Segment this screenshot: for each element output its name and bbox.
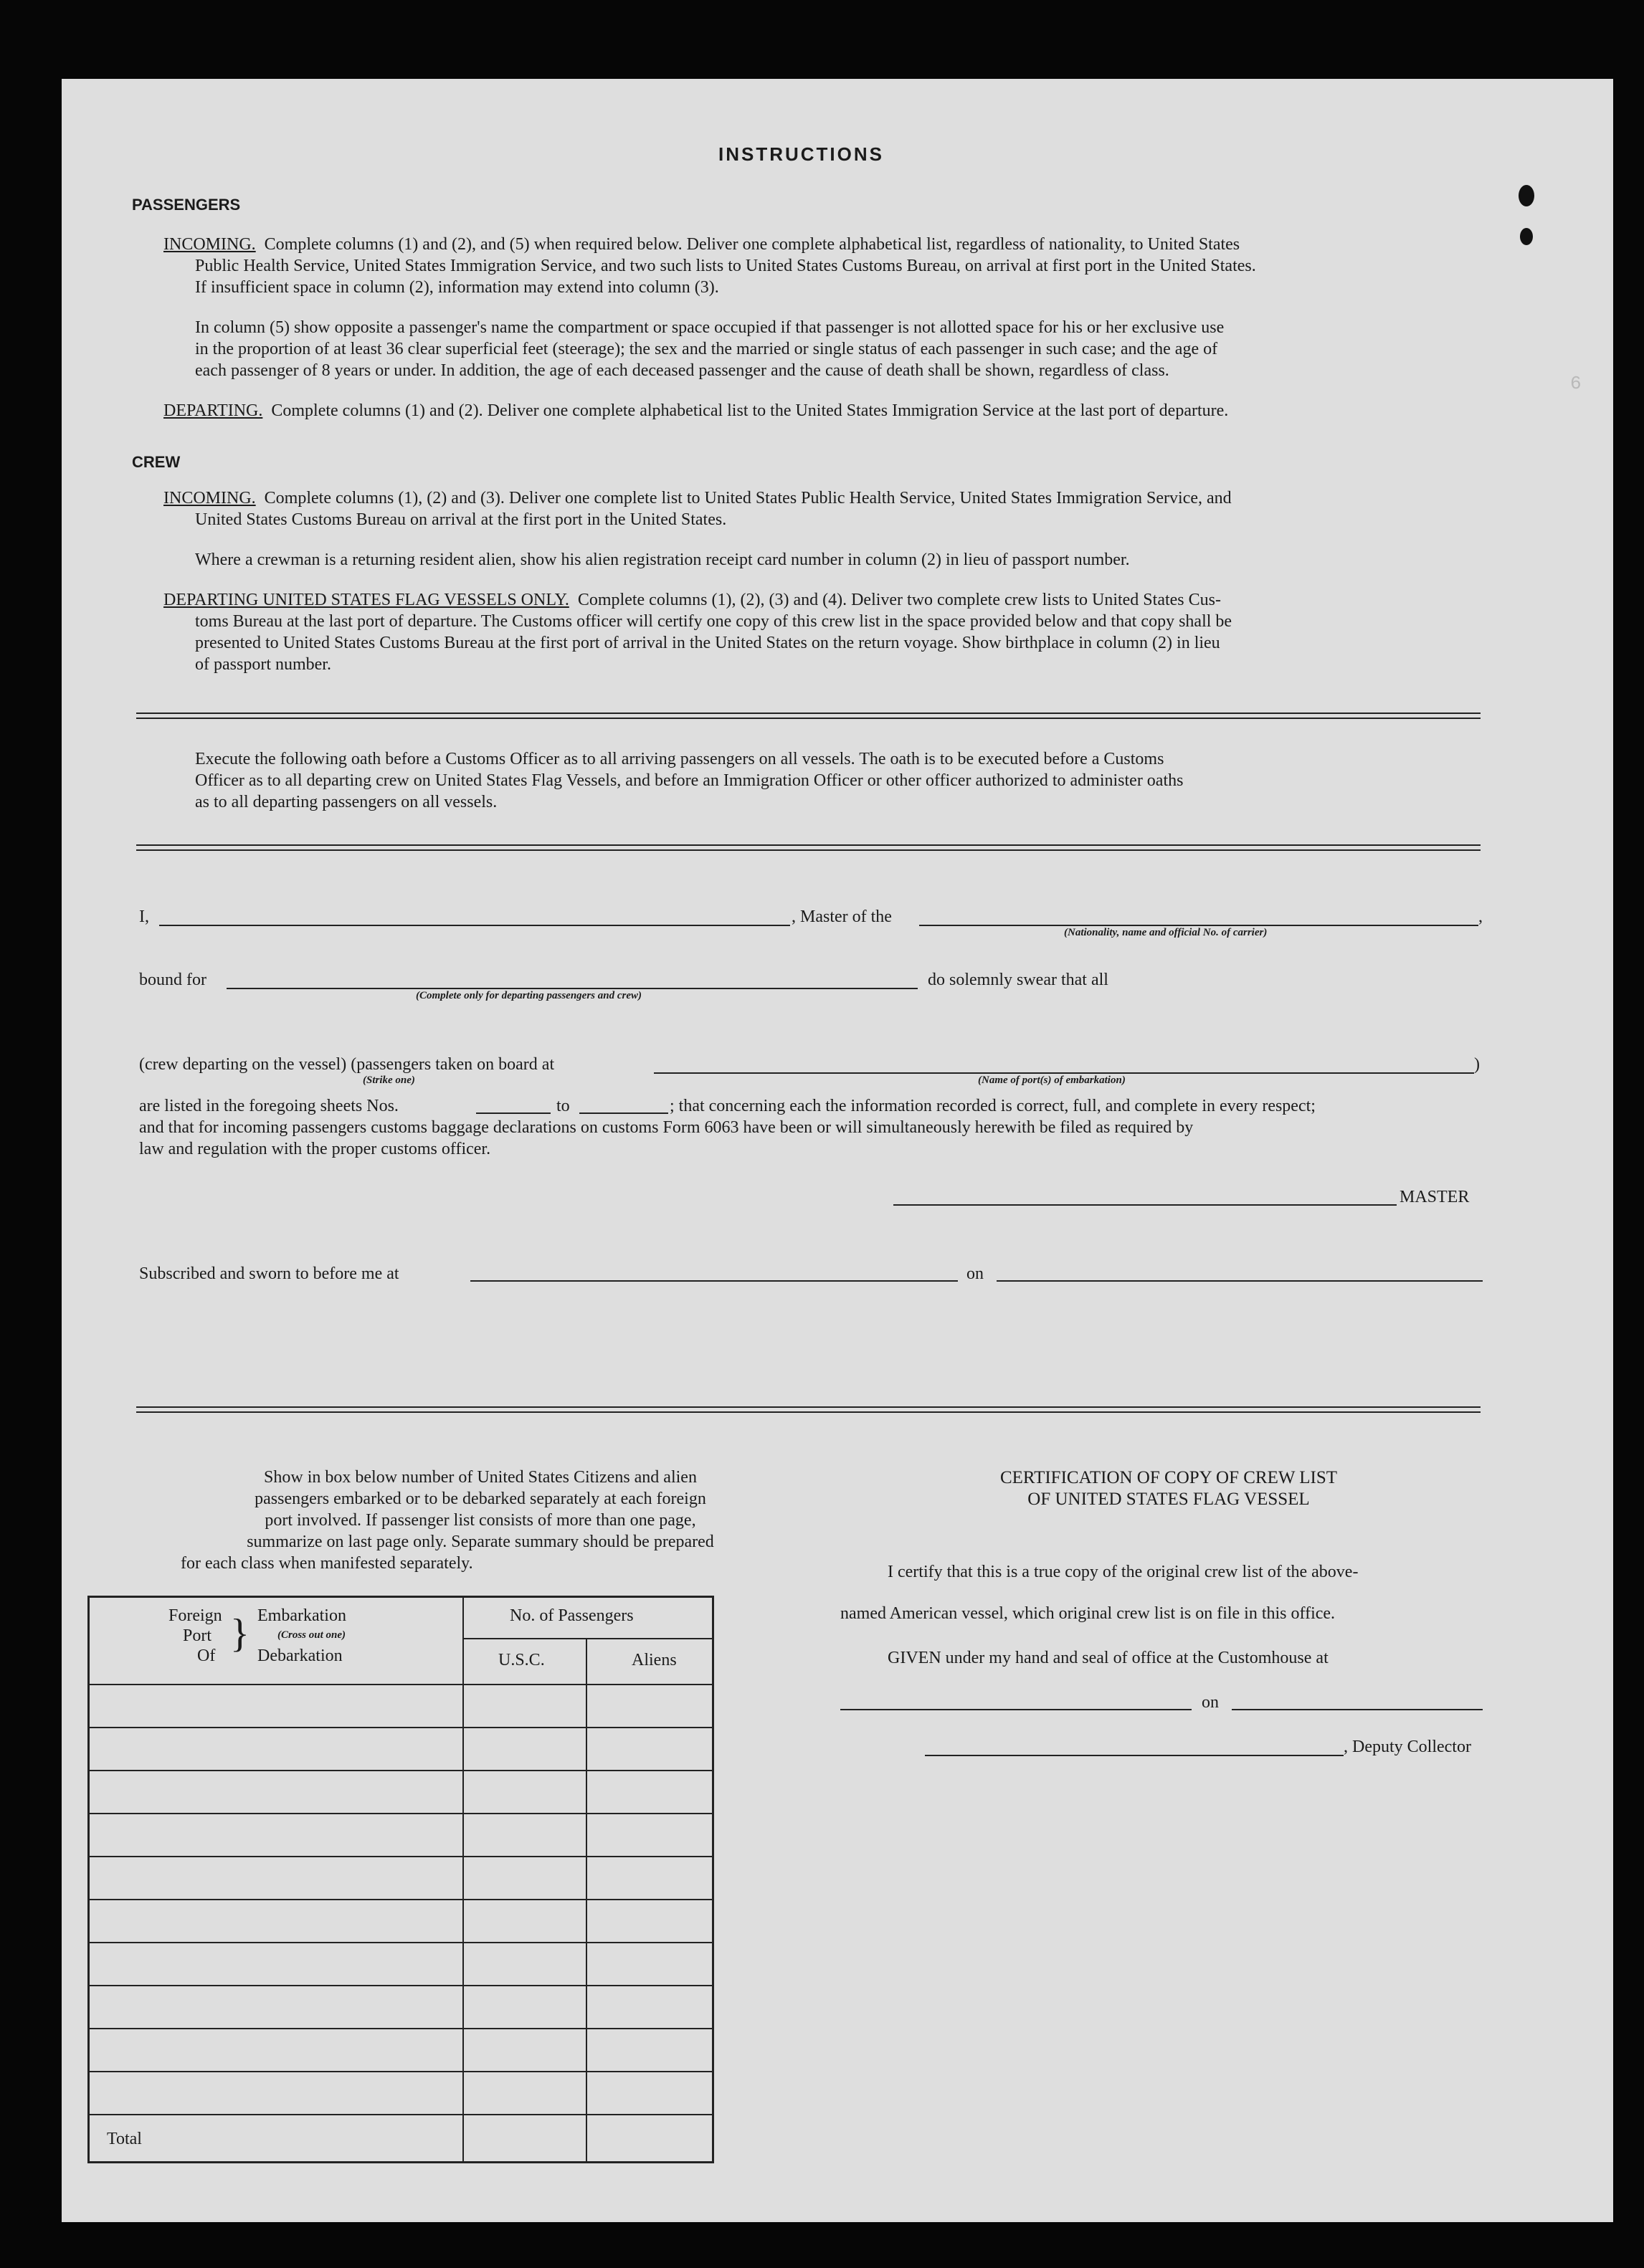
deputy-collector-label: , Deputy Collector: [1344, 1738, 1471, 1756]
sheet-from-field[interactable]: [476, 1112, 551, 1114]
text-line: and that for incoming passengers customs baggage declarations on customs Form 6063 have been or will simultaneously herewith be filed as required by: [139, 1118, 1194, 1137]
certification-title: CERTIFICATION OF COPY OF CREW LIST: [999, 1468, 1338, 1487]
strike-hint: (Strike one): [363, 1075, 415, 1086]
text-line: In column (5) show opposite a passenger's name the compartment or space occupied if that passenger is not allotted space for his or her exclusive use: [195, 318, 1225, 337]
brace-icon: }: [230, 1611, 250, 1656]
passengers-heading: PASSENGERS: [132, 196, 241, 214]
instructions-title: INSTRUCTIONS: [718, 143, 884, 165]
bound-for-field[interactable]: [227, 988, 918, 989]
row-divider: [90, 1813, 712, 1814]
ports-hint: (Name of port(s) of embarkation): [978, 1075, 1126, 1086]
master-signature-field[interactable]: [893, 1204, 1397, 1206]
row-divider: [90, 1899, 712, 1900]
row-divider: [90, 2071, 712, 2072]
carrier-field[interactable]: [919, 925, 1478, 926]
of-label: Of: [197, 1647, 216, 1665]
text-line: Execute the following oath before a Customs Officer as to all arriving passengers on all vessels. The oath is to be executed before a Customs: [195, 750, 1164, 768]
bound-hint: (Complete only for departing passengers and crew): [416, 990, 642, 1001]
crew-departing-label: (crew departing on the vessel) (passengers taken on board at: [139, 1055, 555, 1074]
carrier-hint: (Nationality, name and official No. of carrier): [1064, 927, 1268, 938]
row-divider: [90, 1684, 712, 1685]
sheet-to-field[interactable]: [579, 1112, 668, 1114]
row-divider: [90, 1985, 712, 1986]
row-divider: [90, 1727, 712, 1728]
sworn-date-field[interactable]: [997, 1280, 1483, 1282]
aliens-header: Aliens: [632, 1651, 677, 1669]
bleed-through-text: 6: [1570, 373, 1582, 394]
crew-departing-para: [163, 589, 1497, 611]
passenger-summary-table: [87, 1596, 714, 2163]
debarkation-label: Debarkation: [257, 1647, 343, 1665]
bound-for-label: bound for: [139, 971, 206, 989]
ports-field[interactable]: [654, 1072, 1474, 1074]
text-line: of passport number.: [195, 655, 331, 674]
double-rule: [136, 844, 1481, 851]
on-label: on: [1202, 1693, 1219, 1712]
text-line: Complete columns (1) and (2), and (5) when required below. Deliver one complete alphabetical list, regardless of nationality, to United States: [264, 235, 1240, 254]
text-line: Public Health Service, United States Immigration Service, and two such lists to United States Customs Bureau, on arrival at first port in the United States.: [195, 257, 1256, 275]
row-divider: [90, 2114, 712, 2115]
text-line: Where a crewman is a returning resident alien, show his alien registration receipt card number in column (2) in lieu of passport number.: [195, 551, 1130, 569]
departing-label: DEPARTING UNITED STATES FLAG VESSELS ONLY.: [163, 591, 569, 609]
close-paren: ): [1474, 1055, 1480, 1074]
text-line: Complete columns (1), (2), (3) and (4). Deliver two complete crew lists to United States Cus-: [577, 591, 1221, 609]
master-of-the-label: , Master of the: [792, 907, 892, 926]
text-line: each passenger of 8 years or under. In addition, the age of each deceased passenger and the cause of death shall be shown, regardless of class.: [195, 361, 1169, 380]
text-line: toms Bureau at the last port of departure. The Customs officer will certify one copy of this crew list in the space provided below and that copy shall be: [195, 612, 1232, 631]
crew-incoming-para: [163, 487, 1483, 510]
no-of-passengers-header: No. of Passengers: [510, 1606, 634, 1625]
deputy-signature-field[interactable]: [925, 1755, 1344, 1756]
embarkation-label: Embarkation: [257, 1606, 346, 1625]
passengers-departing-para: [163, 400, 1497, 422]
double-rule: [136, 1406, 1481, 1413]
port-label: Port: [183, 1626, 212, 1645]
row-divider: [90, 1770, 712, 1771]
double-rule: [136, 713, 1481, 719]
usc-header: U.S.C.: [498, 1651, 545, 1669]
punch-hole-mark: [1520, 228, 1533, 245]
text-line: Complete columns (1) and (2). Deliver one complete alphabetical list to the United States Immigration Service at the last port of departure.: [271, 401, 1229, 420]
row-divider: [90, 1856, 712, 1857]
certification-subtitle: OF UNITED STATES FLAG VESSEL: [1027, 1490, 1310, 1509]
text-line: GIVEN under my hand and seal of office at the Customhouse at: [888, 1649, 1329, 1667]
text-line: port involved. If passenger list consists of more than one page,: [265, 1511, 696, 1530]
column-divider: [462, 1598, 464, 2161]
text-line: in the proportion of at least 36 clear superficial feet (steerage); the sex and the married or single status of each passenger in such case; and the age of: [195, 340, 1218, 358]
text-line: Complete columns (1), (2) and (3). Deliver one complete list to United States Public Health Service, United States Immigration Service, and: [264, 489, 1232, 508]
sworn-place-field[interactable]: [470, 1280, 958, 1282]
text-line: United States Customs Bureau on arrival at the first port in the United States.: [195, 510, 727, 529]
departing-label: DEPARTING.: [163, 401, 263, 420]
subscribed-label: Subscribed and sworn to before me at: [139, 1264, 399, 1283]
foreign-label: Foreign: [168, 1606, 222, 1625]
oath-i: I,: [139, 907, 149, 926]
text-line: I certify that this is a true copy of the original crew list of the above-: [888, 1563, 1359, 1581]
to-label: to: [556, 1097, 570, 1115]
text-line: summarize on last page only. Separate summary should be prepared: [247, 1533, 714, 1551]
text-line: ; that concerning each the information recorded is correct, full, and complete in every respect;: [670, 1097, 1316, 1115]
crew-heading: CREW: [132, 453, 181, 471]
row-divider: [462, 1638, 712, 1639]
passengers-incoming-para: [163, 234, 1483, 256]
master-name-field[interactable]: [159, 925, 790, 926]
on-label: on: [966, 1264, 984, 1283]
text-line: Officer as to all departing crew on United States Flag Vessels, and before an Immigration Officer or other officer authorized to administer oaths: [195, 771, 1184, 790]
text-line: presented to United States Customs Bureau at the first port of arrival in the United States on the return voyage. Show birthplace in column (2) in lieu: [195, 634, 1220, 652]
incoming-label: INCOMING.: [163, 235, 256, 254]
incoming-label: INCOMING.: [163, 489, 256, 508]
swear-label: do solemnly swear that all: [928, 971, 1108, 989]
row-divider: [90, 2028, 712, 2029]
text-line: passengers embarked or to be debarked separately at each foreign: [255, 1490, 706, 1508]
punch-hole-mark: [1519, 185, 1534, 206]
text-line: named American vessel, which original crew list is on file in this office.: [840, 1604, 1336, 1623]
master-label: MASTER: [1400, 1188, 1470, 1206]
text-line: law and regulation with the proper customs officer.: [139, 1140, 491, 1158]
text-line: If insufficient space in column (2), information may extend into column (3).: [195, 278, 719, 297]
text-line: Show in box below number of United States Citizens and alien: [264, 1468, 697, 1487]
certification-date-field[interactable]: [1232, 1709, 1483, 1710]
row-divider: [90, 1942, 712, 1943]
cross-out-hint: (Cross out one): [277, 1629, 346, 1641]
total-label: Total: [107, 2130, 142, 2148]
text-line: as to all departing passengers on all vessels.: [195, 793, 498, 811]
customhouse-field[interactable]: [840, 1709, 1192, 1710]
comma: ,: [1478, 907, 1483, 926]
listed-label: are listed in the foregoing sheets Nos.: [139, 1097, 399, 1115]
text-line: for each class when manifested separately.: [181, 1554, 473, 1573]
